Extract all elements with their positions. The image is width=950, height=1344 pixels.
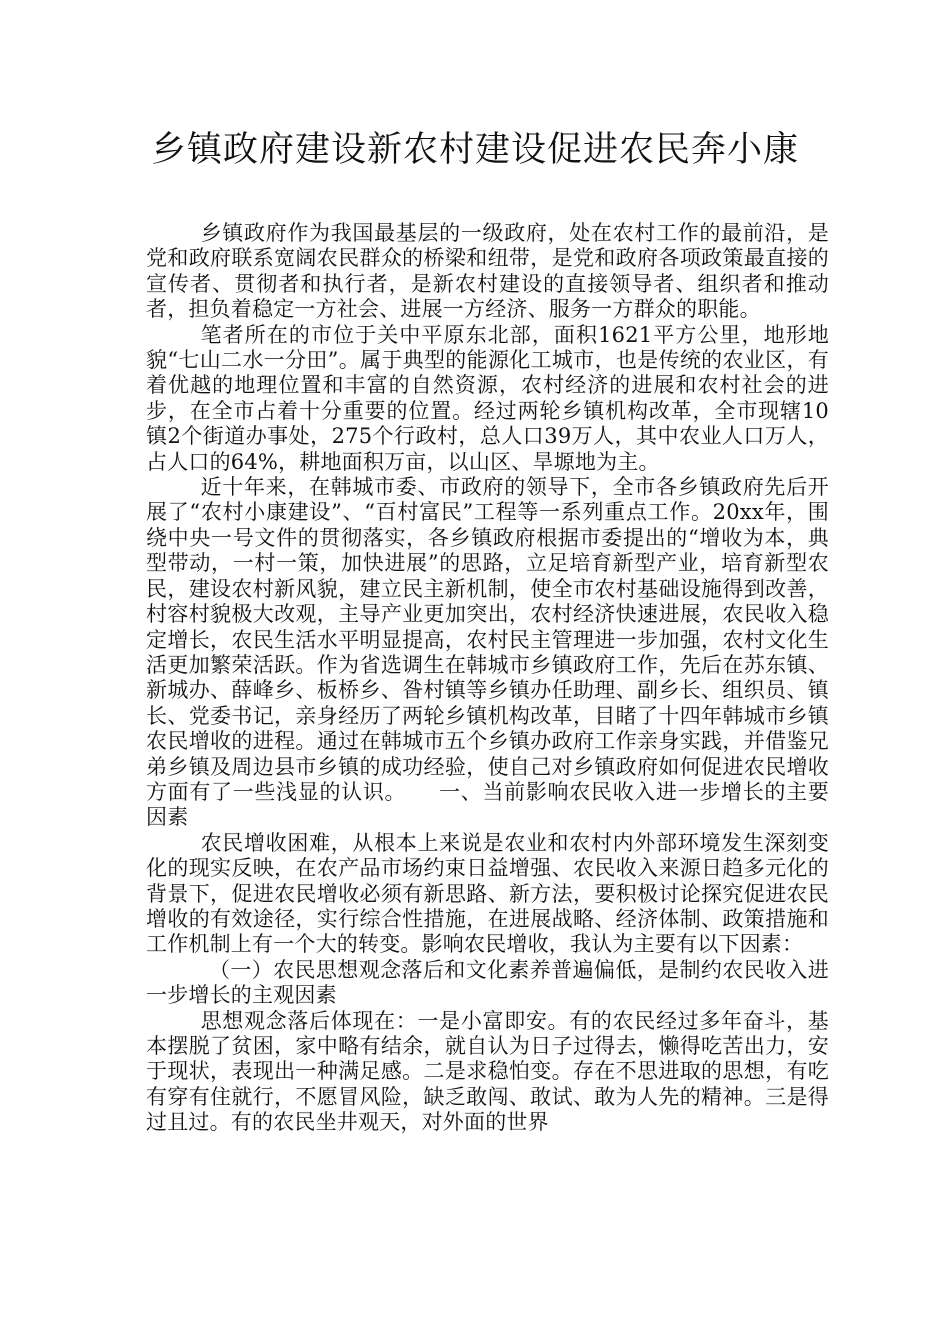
document-title: 乡镇政府建设新农村建设促进农民奔小康 <box>150 130 799 170</box>
paragraph-mindset: 思想观念落后体现在：一是小富即安。有的农民经过多年奋斗，基本摆脱了贫困，家中略有结余，就自认为日子过得去，懒得吃苦出力，安于现状，表现出一种满足感。二是求稳怕变。存在不思进取的思想，有吃有穿有住就行，不愿冒风险，缺乏敢闯、敢试、敢为人先的精神。三是得过且过。有的农民坐井观天，对外面的世界 <box>146 1008 829 1135</box>
document-body <box>146 221 829 1136</box>
paragraph-city-overview: 笔者所在的市位于关中平原东北部，面积1621平方公里，地形地貌“七山二水一分田”。属于典型的能源化工城市，也是传统的农业区，有着优越的地理位置和丰富的自然资源，农村经济的进展和农村社会的进步，在全市占着十分重要的位置。经过两轮乡镇机构改革，全市现辖10镇2个街道办事处，275个行政村，总人口39万人，其中农业人口万人，占人口的64%，耕地面积万亩，以山区、旱塬地为主。 <box>146 322 829 474</box>
paragraph-income-difficulty: 农民增收困难，从根本上来说是农业和农村内外部环境发生深刻变化的现实反映，在农产品市场约束日益增强、农民收入来源日趋多元化的背景下，促进农民增收必须有新思路、新方法，要积极讨论探究促进农民增收的有效途径，实行综合性措施，在进展战略、经济体制、政策措施和工作机制上有一个大的转变。影响农民增收，我认为主要有以下因素： <box>146 830 829 957</box>
paragraph-recent-work: 近十年来，在韩城市委、市政府的领导下，全市各乡镇政府先后开展了“农村小康建设”、“百村富民”工程等一系列重点工作。20xx年，围绕中央一号文件的贯彻落实，各乡镇政府根据市委提出的“增收为本，典型带动，一村一策，加快进展”的思路，立足培育新型产业，培育新型农民，建设农村新风貌，建立民主新机制，使全市农村基础设施得到改善，村容村貌极大改观，主导产业更加突出，农村经济快速进展，农民收入稳定增长，农民生活水平明显提高，农村民主管理进一步加强，农村文化生活更加繁荣活跃。作为省选调生在韩城市乡镇政府工作，先后在苏东镇、新城办、薛峰乡、板桥乡、昝村镇等乡镇办任助理、副乡长、组织员、镇长、党委书记，亲身经历了两轮乡镇机构改革，目睹了十四年韩城市乡镇农民增收的进程。通过在韩城市五个乡镇办政府工作亲身实践，并借鉴兄弟乡镇及周边县市乡镇的成功经验，使自己对乡镇政府如何促进农民增收方面有了一些浅显的认识。 一、当前影响农民收入进一步增长的主要因素 <box>146 475 829 830</box>
section-heading-1: （一）农民思想观念落后和文化素养普遍偏低，是制约农民收入进一步增长的主观因素 <box>146 957 829 1008</box>
paragraph-intro: 乡镇政府作为我国最基层的一级政府，处在农村工作的最前沿，是党和政府联系宽阔农民群众的桥梁和纽带，是党和政府各项政策最直接的宣传者、贯彻者和执行者，是新农村建设的直接领导者、组织者和推动者，担负着稳定一方社会、进展一方经济、服务一方群众的职能。 <box>146 221 829 322</box>
